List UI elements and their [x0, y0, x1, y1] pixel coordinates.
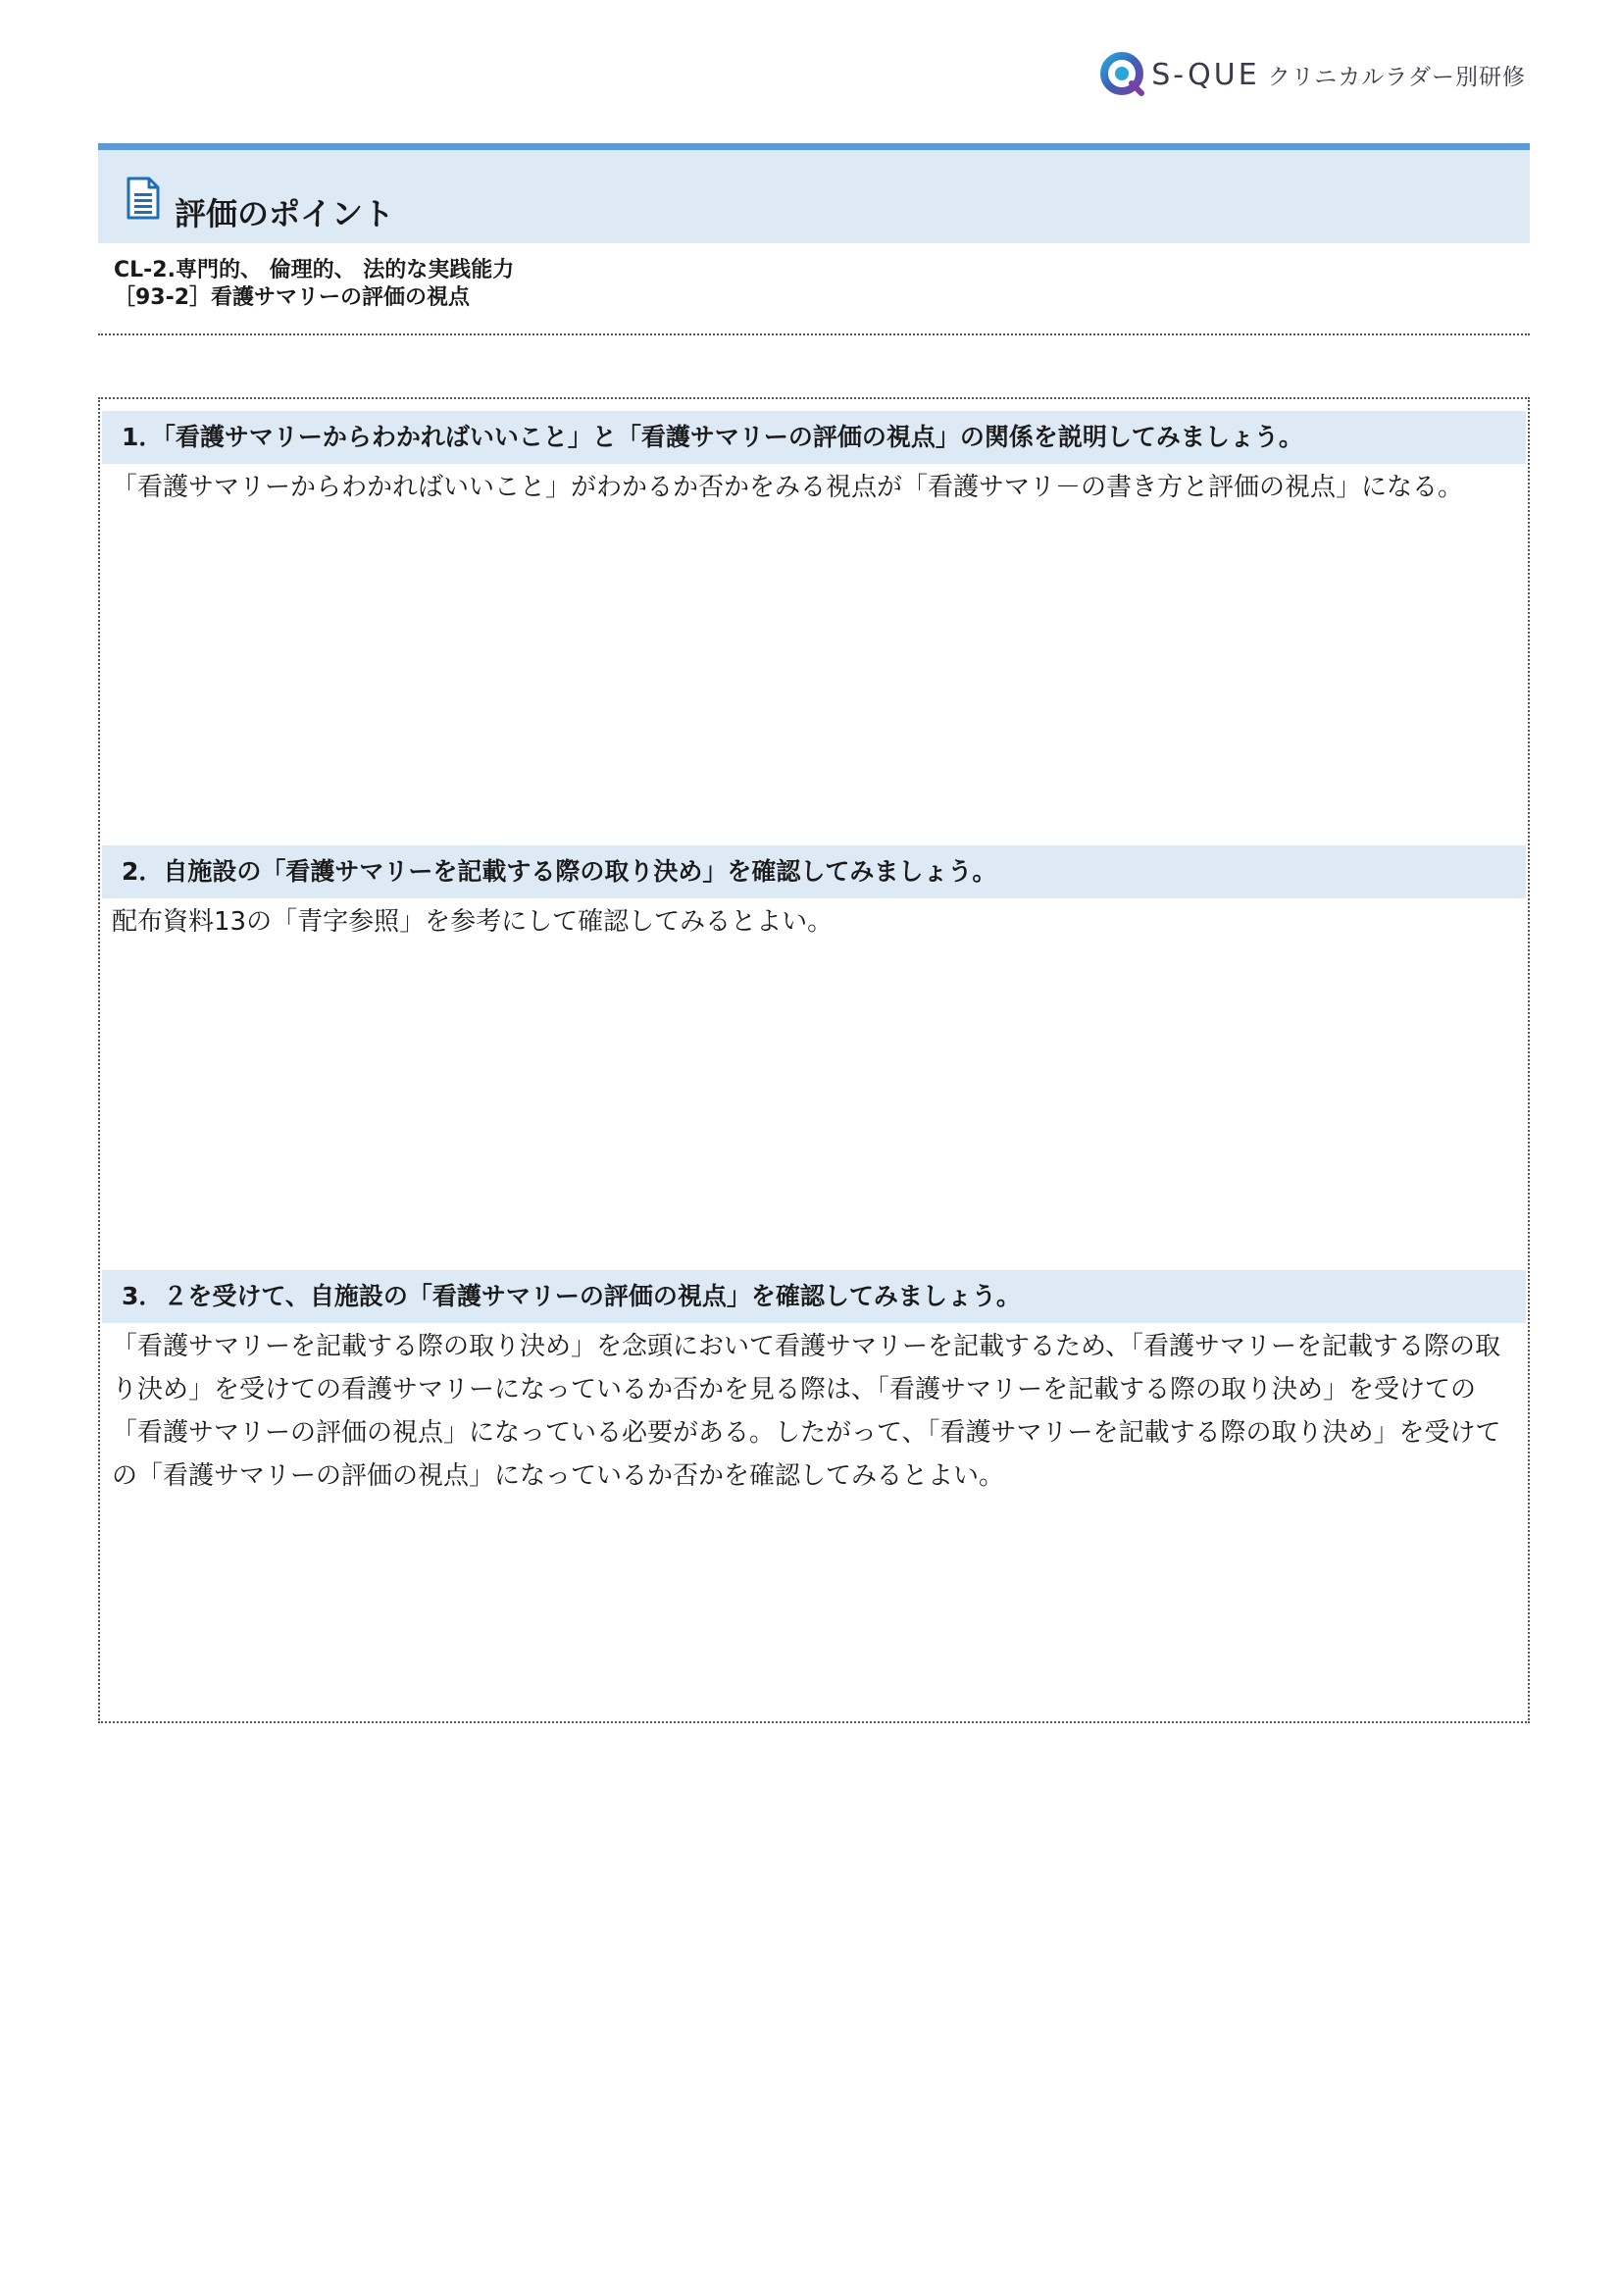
- logo-subtitle: クリニカルラダー別研修: [1267, 64, 1526, 90]
- divider: [98, 333, 1530, 335]
- logo-brand-text: S-QUE: [1151, 57, 1260, 92]
- question-3-heading: 3．２を受けて、自施設の「看護サマリーの評価の視点」を確認してみましょう。: [102, 1270, 1526, 1323]
- logo-mark-icon: [1098, 50, 1147, 99]
- brand-logo: [1098, 47, 1526, 102]
- title-band: [98, 143, 1530, 243]
- question-3-answer: 「看護サマリーを記載する際の取り決め」を念頭において看護サマリーを記載するため、「看護サマリーを記載する際の取り決め」を受けての看護サマリーになっているか否かを見る際は、「看護サマリーを記載する際の取り決め」を受けての「看護サマリーの評価の視点」になっている必要がある。したがって、「看護サマリーを記載する際の取り決め」を受けての「看護サマリーの評価の視点」になっているか否かを確認してみるとよい。: [112, 1332, 1501, 1491]
- question-box: [98, 397, 1530, 1723]
- question-1-heading: 1．「看護サマリーからわかればいいこと」と「看護サマリーの評価の視点」の関係を説明してみましょう。: [102, 411, 1526, 464]
- page-title: 評価のポイント: [175, 195, 395, 232]
- question-2-heading: 2．自施設の「看護サマリーを記載する際の取り決め」を確認してみましょう。: [102, 845, 1526, 898]
- subtitle-line-2: ［93-2］看護サマリーの評価の視点: [114, 285, 471, 310]
- question-1-answer: 「看護サマリーからわかればいいこと」がわかるか否かをみる視点が「看護サマリ－の書き方と評価の視点」になる。: [112, 473, 1464, 502]
- question-2-answer: 配布資料13の「青字参照」を参考にして確認してみるとよい。: [112, 907, 834, 937]
- subtitle-line-1: CL-2.専門的、 倫理的、 法的な実践能力: [114, 258, 515, 282]
- section-subtitle: [114, 257, 514, 312]
- document-icon: [126, 176, 161, 221]
